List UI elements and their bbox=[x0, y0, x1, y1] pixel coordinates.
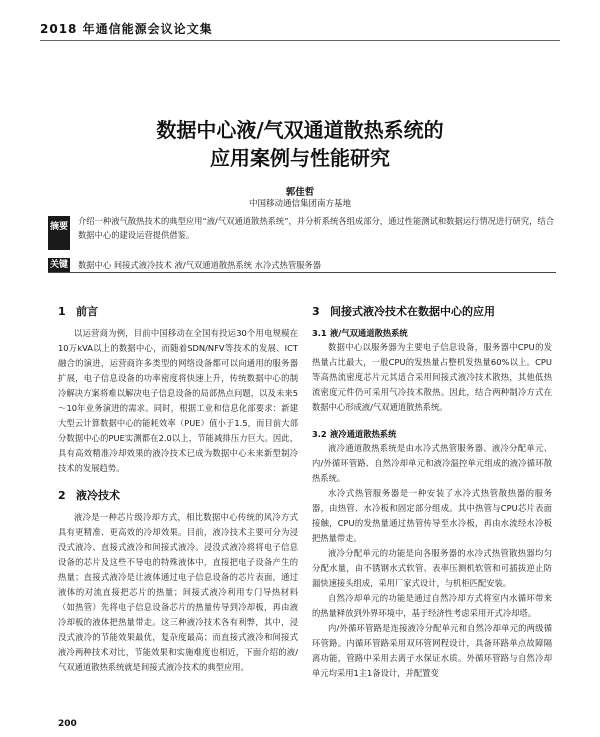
section-number: 3 bbox=[312, 305, 320, 318]
affiliation: 中国移动通信集团南方基地 bbox=[248, 199, 351, 209]
subsection-3-2-heading bbox=[312, 427, 552, 441]
paragraph: 水冷式热管服务器是一种安装了水冷式热管散热器的服务器，由热管、水冷板和固定部分组成。其中热管与CPU芯片表面接触，CPU的发热量通过热管传导至水冷板，再由水流经水冷板把热量带走。 bbox=[312, 488, 552, 543]
subsection-number: 3.2 bbox=[312, 429, 327, 439]
keywords-rule bbox=[48, 272, 556, 273]
subsection-title: 液冷通道散热系统 bbox=[330, 429, 397, 439]
abstract-tag: 摘要 bbox=[48, 216, 70, 250]
paragraph: 以运营商为例，目前中国移动在全国有投运30个用电规模在10万kVA以上的数据中心，而随着SDN/NFV等技术的发展、ICT融合的演进，运营商许多类型的网络设备都可以向通用的服务器扩展，电子信息设备的功率密度将快速上升，传统数据中心的制冷解决方案将难以解决电子信息设备的局部热点问题，以及未来5～10年业务演进的需求。同时，根据工业和信息化部要求：新建大型云计算数据中心的能耗效率（PUE）值小于1.5，而目前大部分数据中心的PUE实测都在2.0以上，节能减排压力巨大。因此，具有高效精准冷却效果的液冷技术已成为数据中心未来新型制冷技术的发展趋势。 bbox=[58, 328, 298, 473]
section-2-heading bbox=[58, 488, 298, 504]
header-rule bbox=[40, 40, 560, 41]
subsection-title: 液/气双通道散热系统 bbox=[330, 328, 408, 338]
title-line-1: 数据中心液/气双通道散热系统的 bbox=[156, 118, 444, 142]
section-number: 1 bbox=[58, 305, 66, 318]
keywords-tag: 关键词 bbox=[49, 260, 68, 284]
right-column bbox=[312, 304, 552, 681]
section-1-heading bbox=[58, 304, 298, 320]
paragraph: 内/外循环管路是连接液冷分配单元和自然冷却单元的两级循环管路。内循环管路采用双环管网程设计，具备环路单点故障隔离功能，管路中采用去离子水保证水质。外循环管路与自然冷却单元均采用1主1备设计，并配置变 bbox=[312, 623, 552, 678]
paper-title bbox=[40, 116, 560, 172]
paragraph: 自然冷却单元的功能是通过自然冷却方式将室内水循环带来的热量释放到外界环境中，基于经济性考虑采用开式冷却塔。 bbox=[312, 593, 552, 618]
paragraph: 液冷是一种芯片级冷却方式，相比数据中心传统的风冷方式具有更精准、更高效的冷却效果。目前，液冷技术主要可分为浸没式液冷、直接式液冷和间接式液冷。浸没式液冷将将电子信息设备的芯片及这些不导电的特殊液体中，直接把电子设备产生的热量；直接式液冷是让液体通过电子信息设备的芯片表面，通过液体的对流直接把芯片的热量；间接式液冷利用专门导热材料（如热管）先将电子信息设备芯片的热量传导到冷却板，再由液冷却板的液体把热量带走。这三种液冷技术各有利弊，其中，浸没式液冷的节能效果最优，复杂度最高；而直接式液冷和间接式液冷两种技术对比，节能效果和实施难度也相近，下面介绍的液/气双通道散热系统就是间接式液冷技术的典型应用。 bbox=[58, 512, 298, 672]
paragraph: 数据中心以服务器为主要电子信息设备，服务器中CPU的发热量占比最大，一般CPU的发热量占整机发热量60%以上。CPU等高热流密度芯片元其适合采用间接式液冷技术散热，其他低热流密度元件仍可采用气冷技术散热。因此，结合两种制冷方式在数据中心形成液/气双通道散热系统。 bbox=[312, 342, 552, 412]
title-line-2: 应用案例与性能研究 bbox=[210, 146, 390, 170]
section-3-heading bbox=[312, 304, 552, 320]
running-head: 2018 年通信能源会议论文集 bbox=[40, 22, 213, 36]
page-number: 200 bbox=[58, 719, 77, 729]
left-column bbox=[58, 304, 298, 675]
paragraph: 液冷分配单元的功能是向各服务器的水冷式热管散热器均匀分配水量，由不锈钢水式软管、表率压测机软管和可插拔逆止防漏快速接头组成，采用厂家式设计，与机柜匹配安装。 bbox=[312, 548, 552, 588]
author: 郭佳哲 bbox=[285, 187, 315, 198]
section-title: 前言 bbox=[76, 305, 98, 318]
subsection-3-1-heading bbox=[312, 326, 552, 340]
keywords-text: 数据中心 间接式液冷技术 液/气双通道散热系统 水冷式热管服务器 bbox=[78, 260, 322, 270]
subsection-number: 3.1 bbox=[312, 328, 327, 338]
section-number: 2 bbox=[58, 489, 66, 502]
section-title: 间接式液冷技术在数据中心的应用 bbox=[330, 305, 495, 318]
abstract-text: 介绍一种液气散热技术的典型应用“液/气双通道散热系统”，并分析系统各组成部分，通过性能测试和数据运行情况进行研究，结合数据中心的建设运营提供借鉴。 bbox=[78, 216, 555, 240]
paragraph: 液冷通道散热系统是由水冷式热管服务器、液冷分配单元、内/外循环管路、自然冷却单元和液冷温控单元组成的液冷循环散热系统。 bbox=[312, 443, 552, 483]
section-title: 液冷技术 bbox=[76, 489, 120, 502]
